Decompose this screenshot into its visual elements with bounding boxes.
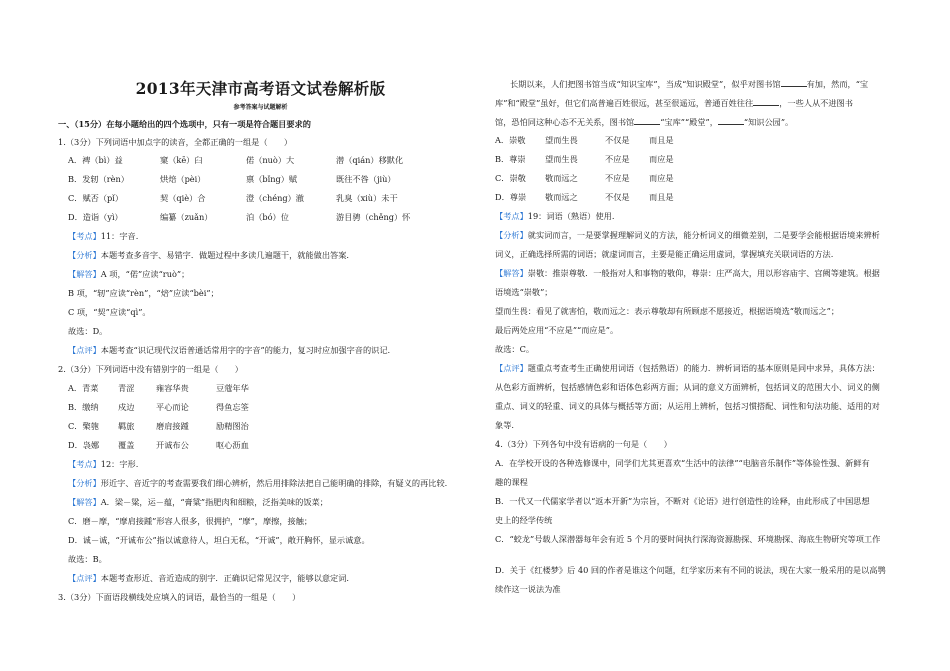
q4-option-a: A．在学校开设的各种选修课中，同学们尤其更喜欢“生活中的法律”“电脑音乐制作”等体验性强、新鲜有 bbox=[495, 458, 870, 468]
q1-kaodian: 【考点】11：字音. bbox=[68, 231, 139, 241]
q2-dianping: 【点评】本题考查形近、音近造成的别字．正确识记常见汉字，能够以意定词. bbox=[68, 573, 349, 583]
blank-4 bbox=[718, 116, 744, 125]
q2-fenxi: 【分析】形近字、音近字的考查需要我们细心辨析，然后用排除法把自己能明确的排除，有疑义的再比较. bbox=[68, 478, 448, 488]
q1-jieda-line3: C 项，“契”应读“qì”。 bbox=[68, 307, 151, 317]
q4-option-b-cont: 史上的经学传统 bbox=[495, 515, 553, 525]
q1-dianping: 【点评】本题考查“识记现代汉语普通话常用字的字音”的能力，复习时应加强字音的识记. bbox=[68, 345, 391, 355]
q1-jieda: 【解答】A 项，“偌”应读“ruò”； bbox=[68, 269, 190, 279]
q1-answer: 故选：D。 bbox=[68, 326, 108, 336]
q3-jieda-line2: 语境选“崇敬”； bbox=[495, 287, 553, 297]
q3-passage-line1: 长期以来，人们把图书馆当成“知识宝库”，当成“知识殿堂”，似乎对图书馆 有加，然而，“宝 bbox=[510, 79, 869, 89]
q2-jieda: 【解答】A．梁－粱，运－蕴，“膏粱”指肥肉和细粮，泛指美味的饭菜； bbox=[68, 497, 328, 507]
q1-option-d: D．造诣（yì） 编纂（zuǎn） 泊（bó）位 游目骋（chěng）怀 bbox=[68, 212, 411, 222]
q2-option-a: A．青菜 青涩 雍容华贵 豆蔻年华 bbox=[68, 383, 249, 393]
q2-option-c: C．檠匏 羁旅 磨肩接踵 励精图治 bbox=[68, 421, 249, 431]
q3-jieda-line4: 最后两处应用“不应是”“而应是”。 bbox=[495, 325, 619, 335]
q4-option-a-cont: 趣的课程 bbox=[495, 477, 528, 487]
q3-dianping-line4: 象等. bbox=[495, 420, 514, 430]
q2-answer: 故选：B。 bbox=[68, 554, 107, 564]
q1-option-b: B．发轫（rèn） 烘焙（pèi） 禀（bǐng）赋 既往不咎（jiù） bbox=[68, 174, 396, 184]
q2-stem: 2.（3分）下列词语中没有错别字的一组是（ ） bbox=[58, 364, 243, 374]
q3-passage-line2: 库”和“殿堂”虽好，但它们高普遍百姓很远，甚至很遥远，普通百姓往往 ，一些人从不进图书 bbox=[495, 98, 853, 108]
q1-option-a: A．裨（bì）益 窠（kē）臼 偌（nuò）大 潜（qián）移默化 bbox=[68, 155, 404, 165]
q1-jieda-line2: B 项，“轫”应读“rèn”，“焙”应读“bèi”； bbox=[68, 288, 219, 298]
q3-fenxi-line2: 词义，正确选择所需的词语；就虚词而言，主要是能正确运用虚词，掌握填充关联词语的方法. bbox=[495, 249, 834, 259]
q1-stem: 1.（3分）下列词语中加点字的读音，全都正确的一组是（ ） bbox=[58, 137, 293, 147]
q2-option-d: D．袅娜 覆盖 开诚布公 呕心沥血 bbox=[68, 440, 249, 450]
q2-kaodian: 【考点】12：字形. bbox=[68, 459, 139, 469]
q3-stem: 3.（3分）下面语段横线处应填入的词语，最恰当的一组是（ ） bbox=[58, 592, 301, 602]
q2-jieda-line2: C．磨－摩，“摩肩接踵”形容人很多，很拥护，“摩”，摩擦，接触； bbox=[68, 516, 313, 526]
q4-option-d: D．关于《红楼梦》后 40 回的作者是谁这个问题，红学家历来有不同的说法，现在大家一般采用的是以高鹗 bbox=[495, 565, 886, 575]
q4-option-b: B．一代又一代儒家学者以“返本开新”为宗旨，不断对《论语》进行创造性的诠释，由此形成了中国思想 bbox=[495, 496, 870, 506]
section-header: 一、（15分）在每小题给出的四个选项中，只有一项是符合题目要求的 bbox=[58, 119, 311, 129]
page-subtitle: 参考答案与试题解析 bbox=[233, 104, 288, 111]
q4-stem: 4.（3分）下列各句中没有语病的一句是（ ） bbox=[495, 439, 672, 449]
q3-option-b: B．尊崇 望而生畏 不应是 而应是 bbox=[495, 154, 674, 164]
q3-passage-line3: 馆，恐怕同这种心态不无关系，图书馆 “宝库”“殿堂”， “知识公园”。 bbox=[495, 117, 794, 127]
blank-2 bbox=[753, 97, 779, 106]
q3-option-c: C．崇敬 敬而远之 不应是 而应是 bbox=[495, 173, 674, 183]
q2-option-b: B．缴纳 戍边 平心而论 得鱼忘筌 bbox=[68, 402, 249, 412]
blank-3 bbox=[634, 116, 660, 125]
q1-fenxi: 【分析】本题考查多音字、易错字．做题过程中多读几遍题干，就能做出答案. bbox=[68, 250, 349, 260]
q3-kaodian: 【考点】19：词语（熟语）使用. bbox=[495, 211, 615, 221]
q3-dianping-line3: 重点、词义的轻重、词义的具体与概括等方面；从运用上辨析，包括习惯搭配、词性和句法功能、适用的对 bbox=[495, 401, 880, 411]
q3-answer: 故选：C。 bbox=[495, 344, 535, 354]
blank-1 bbox=[781, 78, 807, 87]
q2-jieda-line3: D．诚－诚，“开诚布公”指以诚意待人，坦白无私，“开诚”，敞开胸怀，显示诚意。 bbox=[68, 535, 370, 545]
q3-option-a: A．崇敬 望而生畏 不仅是 而且是 bbox=[495, 135, 674, 145]
q3-dianping-line2: 从色彩方面辨析，包括感情色彩和语体色彩两方面；从词的意义方面辨析，包括词义的范围大小、词义的侧 bbox=[495, 382, 880, 392]
q4-option-d-cont: 续作这一说法为准 bbox=[495, 584, 561, 594]
q3-dianping: 【点评】题重点考查考生正确使用词语（包括熟语）的能力．辨析词语的基本原则是同中求异，具体方法： bbox=[495, 363, 880, 373]
q3-jieda-line3: 望而生畏：看见了就害怕，敬而远之：表示尊敬却有所顾虑不愿接近，根据语境选“敬而远之”； bbox=[495, 306, 840, 316]
q4-option-c: C．“蛟龙”号载人深潜器每年会有近 5 个月的要时间执行深海资源勘探、环境勘探、海底生物研究等项工作 bbox=[495, 534, 881, 544]
q3-option-d: D．尊崇 敬而远之 不仅是 而且是 bbox=[495, 192, 674, 202]
q3-fenxi: 【分析】就实词而言，一是要掌握理解词义的方法，能分析词义的细微差别，二是要学会能根据语境来辨析 bbox=[495, 230, 880, 240]
page-title: 2013年天津市高考语文试卷解析版 bbox=[135, 79, 386, 98]
q3-jieda: 【解答】崇敬：推崇尊敬．一般指对人和事物的敬仰，尊崇：庄严高大，用以形容庙宇、宫阙等建筑。根据 bbox=[495, 268, 880, 278]
q1-option-c: C．赋否（pǐ） 契（qiè）合 澄（chéng）澈 乳臭（xiù）未干 bbox=[68, 193, 398, 203]
